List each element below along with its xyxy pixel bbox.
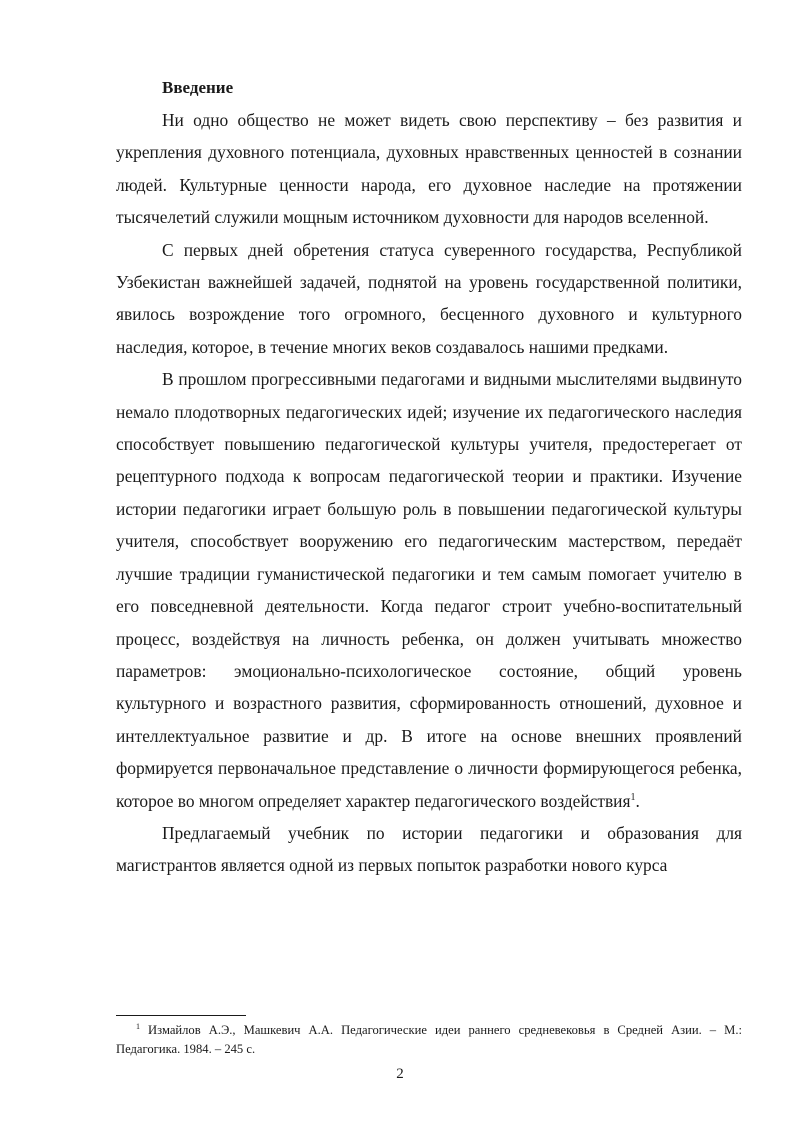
paragraph-1: Ни одно общество не может видеть свою перспективу – без развития и укрепления духовного потенциала, духовных нравственных ценностей в сознании людей. Культурные ценности народа, его духовное наследие на протяжении тысячелетий служили мощным источником духовности для народов вселенной. [116,110,742,228]
footnote-marker: 1 [136,1021,140,1031]
paragraph-3 [116,363,742,817]
page-number: 2 [396,1066,404,1082]
section-heading: Введение [162,78,234,97]
footnote-reference[interactable]: 1 [630,791,636,803]
document-body [116,72,742,882]
paragraph-2: С первых дней обретения статуса суверенного государства, Республикой Узбекистан важнейшей задачей, поднятой на уровень государственной политики, явилось возрождение того огромного, бесценного духовного и культурного наследия, которое, в течение многих веков создавалось нашими предками. [116,239,742,357]
footnote-separator [116,1015,246,1016]
paragraph-4: Предлагаемый учебник по истории педагогики и образования для магистрантов является одной из первых попыток разработки нового курса [116,822,742,876]
footnote-text: Измайлов А.Э., Машкевич А.А. Педагогические идеи раннего средневековья в Средней Азии. – М.: Педагогика. 1984. – 245 с. [116,1023,742,1056]
footnote [116,1021,742,1059]
paragraph-3-end: . [635,790,640,811]
paragraph-3-text: В прошлом прогрессивными педагогами и видными мыслителями выдвинуто немало плодотворных педагогических идей; изучение их педагогического наследия способствует повышению педагогической культуры учителя, предостерегает от рецептурного подхода к вопросам педагогической теории и практики. Изучение истории педагогики играет большую роль в повышении педагогической культуры учителя, способствует вооружению его педагогическим мастерством, передаёт лучшие традиции гуманистической педагогики и тем самым помогает учителю в его повседневной деятельности. Когда педагог строит учебно-воспитательный процесс, воздействуя на личность ребенка, он должен учитывать множество параметров: эмоционально-психологическое состояние, общий уровень культурного и возрастного развития, сформированность отношений, духовное и интеллектуальное развитие и др. В итоге на основе внешних проявлений формируется первоначальное представление о личности формирующегося ребенка, которое во многом определяет характер педагогического воздействия [116,369,742,811]
